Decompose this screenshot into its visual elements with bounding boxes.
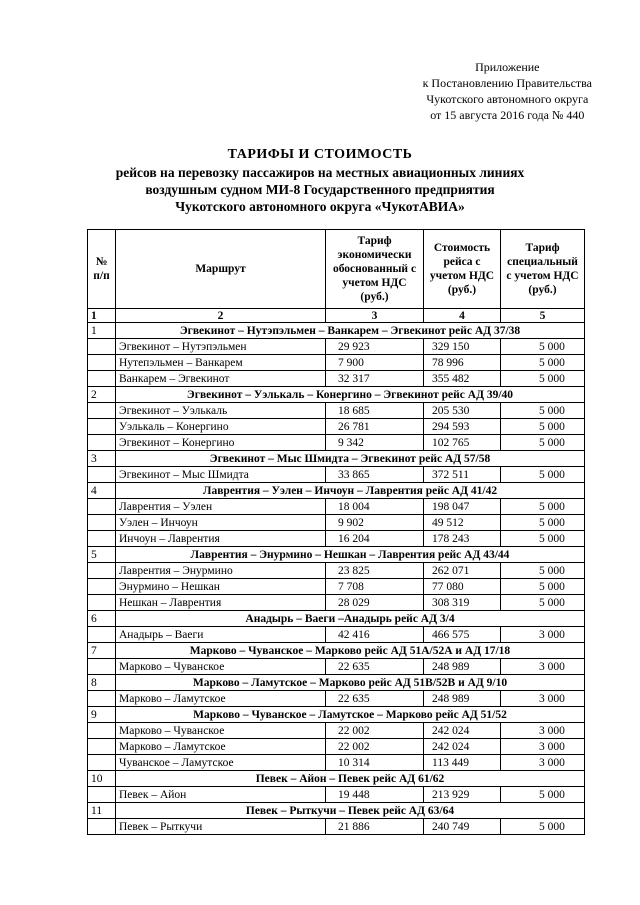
route-group-row [88, 771, 585, 787]
route-group-row [88, 547, 585, 563]
cost-value: 205 530 [424, 403, 501, 419]
route-group-row [88, 803, 585, 819]
segment-route: Нешкан – Лаврентия [116, 595, 326, 611]
table-row [88, 419, 585, 435]
empty-cell [88, 499, 116, 515]
segment-route: Уэлькаль – Конергино [116, 419, 326, 435]
cost-value: 262 071 [424, 563, 501, 579]
empty-cell [88, 563, 116, 579]
tariff-table [87, 229, 585, 835]
cost-value: 466 575 [424, 627, 501, 643]
appendix-note [423, 59, 592, 123]
empty-cell [88, 691, 116, 707]
segment-route: Эгвекинот – Мыс Шмидта [116, 467, 326, 483]
route-number: 10 [88, 771, 116, 787]
segment-route: Анадырь – Ваеги [116, 627, 326, 643]
special-tariff-value: 5 000 [501, 355, 585, 371]
cost-value: 213 929 [424, 787, 501, 803]
segment-route: Лаврентия – Энурмино [116, 563, 326, 579]
cost-value: 102 765 [424, 435, 501, 451]
cost-value: 240 749 [424, 819, 501, 835]
title-line: рейсов на перевозку пассажиров на местных авиационных линиях [115, 165, 525, 180]
special-tariff-value: 5 000 [501, 595, 585, 611]
table-row [88, 371, 585, 387]
header-cost: Стоимость рейса с учетом НДС (руб.) [424, 230, 501, 309]
table-row [88, 595, 585, 611]
special-tariff-value: 5 000 [501, 435, 585, 451]
tariff-value: 21 886 [326, 819, 424, 835]
route-group-row [88, 611, 585, 627]
table-row [88, 755, 585, 771]
segment-route: Марково – Ламутское [116, 691, 326, 707]
header-tariff: Тариф экономически обоснованный с учетом НДС (руб.) [326, 230, 424, 309]
cost-value: 49 512 [424, 515, 501, 531]
special-tariff-value: 3 000 [501, 627, 585, 643]
table-row [88, 691, 585, 707]
tariff-value: 22 635 [326, 691, 424, 707]
route-group-row [88, 323, 585, 339]
table-header-row [88, 230, 585, 309]
segment-route: Чуванское – Ламутское [116, 755, 326, 771]
route-number: 2 [88, 387, 116, 403]
segment-route: Эгвекинот – Конергино [116, 435, 326, 451]
route-number: 7 [88, 643, 116, 659]
special-tariff-value: 5 000 [501, 339, 585, 355]
empty-cell [88, 435, 116, 451]
segment-route: Марково – Чуванское [116, 659, 326, 675]
table-row [88, 531, 585, 547]
empty-cell [88, 787, 116, 803]
special-tariff-value: 5 000 [501, 371, 585, 387]
tariff-value: 18 685 [326, 403, 424, 419]
route-group-row [88, 483, 585, 499]
empty-cell [88, 755, 116, 771]
empty-cell [88, 467, 116, 483]
segment-route: Марково – Ламутское [116, 739, 326, 755]
cost-value: 178 243 [424, 531, 501, 547]
tariff-value: 9 342 [326, 435, 424, 451]
table-body [88, 323, 585, 835]
table-row [88, 563, 585, 579]
document-title [0, 146, 640, 215]
special-tariff-value: 5 000 [501, 819, 585, 835]
route-group-row [88, 387, 585, 403]
table-row [88, 627, 585, 643]
segment-route: Инчоун – Лаврентия [116, 531, 326, 547]
route-title: Лаврентия – Энурмино – Нешкан – Лаврентия рейс АД 43/44 [116, 547, 585, 563]
special-tariff-value: 5 000 [501, 467, 585, 483]
table-row [88, 515, 585, 531]
cost-value: 242 024 [424, 739, 501, 755]
column-number-row [88, 309, 585, 323]
empty-cell [88, 371, 116, 387]
segment-route: Лаврентия – Уэлен [116, 499, 326, 515]
special-tariff-value: 5 000 [501, 787, 585, 803]
cost-value: 248 989 [424, 691, 501, 707]
appendix-line: Чукотского автономного округа [426, 92, 589, 106]
segment-route: Ванкарем – Эгвекинот [116, 371, 326, 387]
empty-cell [88, 579, 116, 595]
tariff-value: 19 448 [326, 787, 424, 803]
special-tariff-value: 5 000 [501, 403, 585, 419]
table-row [88, 787, 585, 803]
route-group-row [88, 643, 585, 659]
route-group-row [88, 675, 585, 691]
empty-cell [88, 739, 116, 755]
table-row [88, 739, 585, 755]
route-number: 1 [88, 323, 116, 339]
special-tariff-value: 3 000 [501, 659, 585, 675]
cost-value: 198 047 [424, 499, 501, 515]
route-title: Эгвекинот – Нутэпэльмен – Ванкарем – Эгвекинот рейс АД 37/38 [116, 323, 585, 339]
special-tariff-value: 5 000 [501, 579, 585, 595]
tariff-value: 26 781 [326, 419, 424, 435]
empty-cell [88, 819, 116, 835]
segment-route: Эгвекинот – Уэлькаль [116, 403, 326, 419]
table-row [88, 659, 585, 675]
column-number: 4 [424, 309, 501, 323]
table-row [88, 467, 585, 483]
cost-value: 308 319 [424, 595, 501, 611]
special-tariff-value: 3 000 [501, 691, 585, 707]
appendix-line: от 15 августа 2016 года № 440 [430, 108, 585, 122]
empty-cell [88, 659, 116, 675]
column-number: 2 [116, 309, 326, 323]
empty-cell [88, 595, 116, 611]
segment-route: Уэлен – Инчоун [116, 515, 326, 531]
segment-route: Марково – Чуванское [116, 723, 326, 739]
tariff-value: 22 002 [326, 723, 424, 739]
header-route: Маршрут [116, 230, 326, 309]
empty-cell [88, 339, 116, 355]
table-row [88, 403, 585, 419]
segment-route: Нутепэльмен – Ванкарем [116, 355, 326, 371]
title-line: ТАРИФЫ И СТОИМОСТЬ [227, 147, 413, 162]
segment-route: Певек – Айон [116, 787, 326, 803]
empty-cell [88, 723, 116, 739]
segment-route: Эгвекинот – Нутэпэльмен [116, 339, 326, 355]
tariff-value: 16 204 [326, 531, 424, 547]
special-tariff-value: 5 000 [501, 515, 585, 531]
route-group-row [88, 707, 585, 723]
segment-route: Энурмино – Нешкан [116, 579, 326, 595]
route-number: 4 [88, 483, 116, 499]
route-title: Эгвекинот – Мыс Шмидта – Эгвекинот рейс АД 57/58 [116, 451, 585, 467]
route-number: 6 [88, 611, 116, 627]
empty-cell [88, 627, 116, 643]
cost-value: 372 511 [424, 467, 501, 483]
table-row [88, 579, 585, 595]
route-number: 9 [88, 707, 116, 723]
column-number: 5 [501, 309, 585, 323]
route-number: 5 [88, 547, 116, 563]
table-row [88, 499, 585, 515]
cost-value: 113 449 [424, 755, 501, 771]
route-title: Певек – Рыткучи – Певек рейс АД 63/64 [116, 803, 585, 819]
tariff-value: 22 002 [326, 739, 424, 755]
appendix-line: Приложение [475, 60, 540, 74]
cost-value: 78 996 [424, 355, 501, 371]
tariff-value: 28 029 [326, 595, 424, 611]
route-title: Певек – Айон – Певек рейс АД 61/62 [116, 771, 585, 787]
route-title: Анадырь – Ваеги –Анадырь рейс АД 3/4 [116, 611, 585, 627]
tariff-value: 22 635 [326, 659, 424, 675]
title-line: воздушным судном МИ-8 Государственного предприятия [145, 182, 495, 197]
table-row [88, 819, 585, 835]
special-tariff-value: 3 000 [501, 739, 585, 755]
route-title: Лаврентия – Уэлен – Инчоун – Лаврентия рейс АД 41/42 [116, 483, 585, 499]
tariff-value: 32 317 [326, 371, 424, 387]
tariff-value: 18 004 [326, 499, 424, 515]
segment-route: Певек – Рыткучи [116, 819, 326, 835]
cost-value: 355 482 [424, 371, 501, 387]
empty-cell [88, 355, 116, 371]
route-title: Марково – Чуванское – Марково рейс АД 51А/52А и АД 17/18 [116, 643, 585, 659]
cost-value: 248 989 [424, 659, 501, 675]
tariff-value: 10 314 [326, 755, 424, 771]
table-row [88, 355, 585, 371]
route-group-row [88, 451, 585, 467]
special-tariff-value: 5 000 [501, 499, 585, 515]
route-title: Марково – Чуванское – Ламутское – Марково рейс АД 51/52 [116, 707, 585, 723]
route-number: 3 [88, 451, 116, 467]
tariff-value: 33 865 [326, 467, 424, 483]
column-number: 3 [326, 309, 424, 323]
special-tariff-value: 3 000 [501, 755, 585, 771]
cost-value: 329 150 [424, 339, 501, 355]
empty-cell [88, 419, 116, 435]
table-row [88, 435, 585, 451]
special-tariff-value: 5 000 [501, 531, 585, 547]
empty-cell [88, 403, 116, 419]
route-title: Эгвекинот – Уэлькаль – Конергино – Эгвекинот рейс АД 39/40 [116, 387, 585, 403]
table-row [88, 339, 585, 355]
tariff-value: 9 902 [326, 515, 424, 531]
title-line: Чукотского автономного округа «ЧукотАВИА» [175, 199, 465, 214]
tariff-value: 42 416 [326, 627, 424, 643]
route-number: 11 [88, 803, 116, 819]
special-tariff-value: 5 000 [501, 419, 585, 435]
special-tariff-value: 3 000 [501, 723, 585, 739]
empty-cell [88, 531, 116, 547]
tariff-value: 29 923 [326, 339, 424, 355]
table-row [88, 723, 585, 739]
cost-value: 77 080 [424, 579, 501, 595]
cost-value: 242 024 [424, 723, 501, 739]
tariff-value: 23 825 [326, 563, 424, 579]
empty-cell [88, 515, 116, 531]
route-number: 8 [88, 675, 116, 691]
appendix-line: к Постановлению Правительства [422, 76, 592, 90]
route-title: Марково – Ламутское – Марково рейс АД 51В/52В и АД 9/10 [116, 675, 585, 691]
special-tariff-value: 5 000 [501, 563, 585, 579]
header-num: № п/п [88, 230, 116, 309]
cost-value: 294 593 [424, 419, 501, 435]
header-special: Тариф специальный с учетом НДС (руб.) [501, 230, 585, 309]
column-number: 1 [88, 309, 116, 323]
tariff-value: 7 900 [326, 355, 424, 371]
tariff-value: 7 708 [326, 579, 424, 595]
